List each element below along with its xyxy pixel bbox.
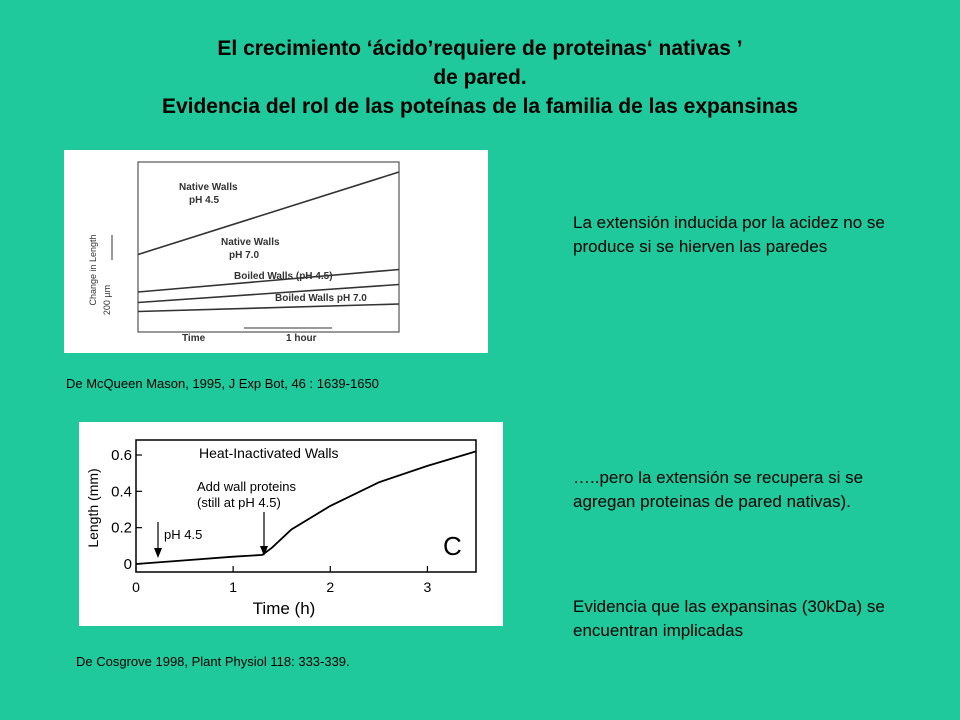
figure-cosgrove: [79, 422, 503, 626]
fig2-ytick-label-2: 0.4: [111, 483, 132, 501]
fig2-ylabel: Length (mm): [85, 468, 101, 548]
fig2-panel-letter: C: [443, 531, 462, 561]
title-line-2: de pared.: [433, 66, 527, 89]
fig1-ylabel-line2: 200 µm: [102, 284, 112, 316]
figure2-caption: De Cosgrove 1998, Plant Physiol 118: 333-339.: [76, 654, 350, 669]
title-line-1: El crecimiento ‘ácido’requiere de proteinas‘ nativas ’: [217, 37, 743, 60]
fig2-annot-ph: pH 4.5: [164, 527, 203, 542]
fig2-xtick-label-1: 1: [229, 579, 238, 595]
fig2-xtick-label-3: 3: [423, 579, 432, 595]
fig2-xlabel: Time (h): [252, 599, 316, 618]
fig2-ytick-label-3: 0.6: [111, 447, 132, 464]
fig2-ytick-label-0: 0: [123, 556, 132, 573]
fig2-yticks: [111, 447, 142, 573]
fig1-label-native70-b: pH 7.0: [229, 250, 260, 261]
fig2-arrow-ph-head: [154, 548, 162, 558]
fig1-series-line-4: [138, 304, 399, 312]
fig2-annot-add-a: Add wall proteins: [197, 479, 296, 494]
fig1-label-native45-b: pH 4.5: [189, 195, 220, 206]
fig2-ytick-label-1: 0.2: [111, 519, 132, 537]
fig2-annot-add-b: (still at pH 4.5): [197, 495, 281, 510]
fig1-label-boiled45: Boiled Walls (pH 4.5): [234, 271, 333, 282]
figure-mcqueen-mason: [64, 150, 488, 353]
figure1-caption: De McQueen Mason, 1995, J Exp Bot, 46 : 1639-1650: [66, 376, 379, 391]
fig2-title-label: Heat-Inactivated Walls: [199, 445, 339, 461]
fig1-ylabel: [88, 234, 112, 315]
fig2-series-line-1: [136, 451, 476, 564]
note-expansins: Evidencia que las expansinas (30kDa) se encuentran implicadas: [573, 597, 885, 640]
fig1-label-boiled70: Boiled Walls pH 7.0: [275, 293, 367, 304]
note-boiled-walls: La extensión inducida por la acidez no se produce si se hierven las paredes: [573, 213, 885, 256]
fig1-label-native70-a: Native Walls: [221, 237, 280, 248]
title-line-3: Evidencia del rol de las poteínas de la familia de las expansinas: [161, 95, 799, 118]
slide-title: [0, 34, 960, 121]
note-recovery: …..pero la extensión se recupera si se agregan proteinas de pared nativas).: [573, 468, 864, 511]
fig2-xtick-label-2: 2: [326, 579, 335, 595]
fig2-series: [136, 451, 476, 564]
fig1-scale-label: 1 hour: [286, 333, 317, 344]
fig1-ylabel-line1: Change in Length: [88, 234, 98, 306]
fig1-time-label: Time: [182, 333, 206, 344]
fig1-label-native45-a: Native Walls: [179, 182, 238, 193]
fig2-xticks: [132, 566, 431, 595]
fig2-xtick-label-0: 0: [132, 579, 140, 595]
